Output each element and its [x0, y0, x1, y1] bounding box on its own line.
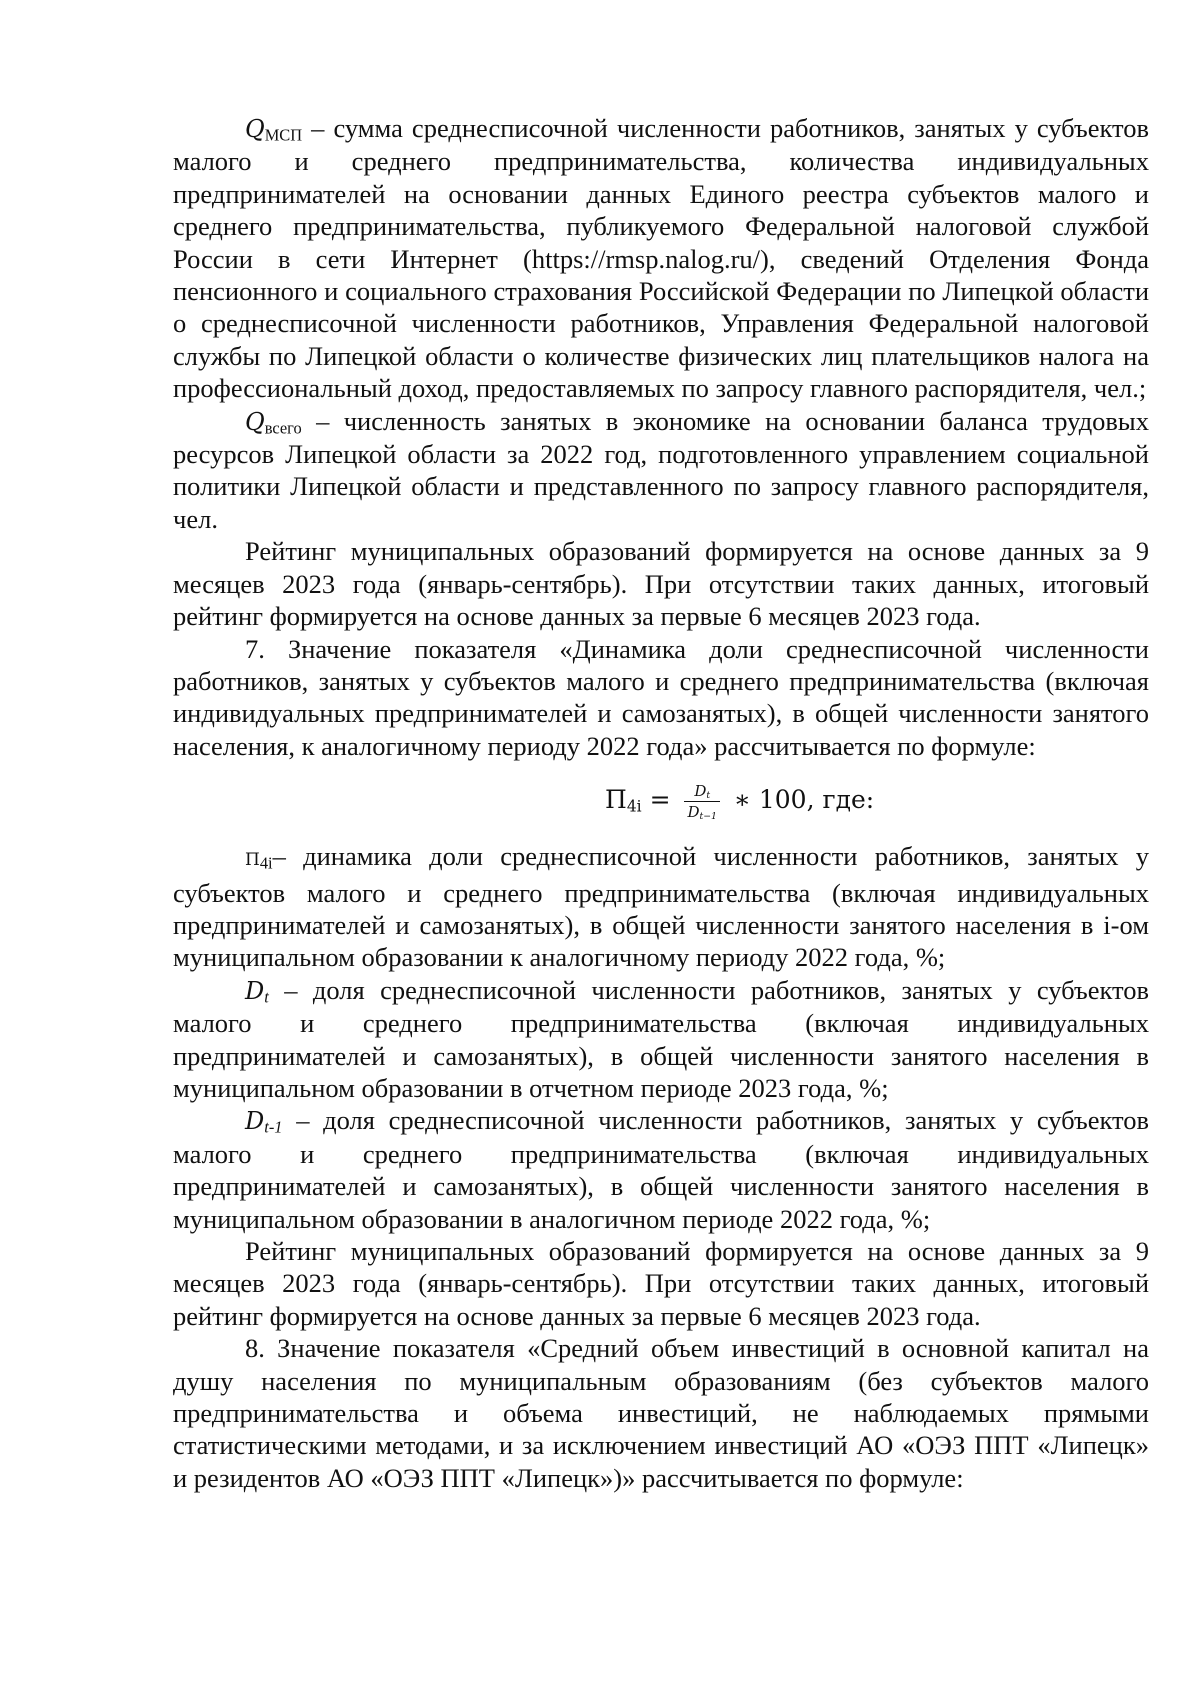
- symbol-d: D: [245, 1107, 265, 1136]
- indicator-8-description: 8. Значение показателя «Средний объем инвестиций в основной капитал на душу населения по муниципальным образованиям (без субъектов малого предпринимательства и объема инвестиций, не наблюдаемых прямыми статистическими методами, и за исключением инвестиций АО «ОЭЗ ППТ «Липецк» и резидентов АО «ОЭЗ ППТ «Липецк»)» рассчитывается по формуле:: [173, 1333, 1149, 1493]
- symbol-subscript: t-1: [264, 1117, 283, 1137]
- indicator-7-description: 7. Значение показателя «Динамика доли среднесписочной численности работников, занятых у субъектов малого и среднего предпринимательства (включая индивидуальных предпринимателей и самозанятых), в общей численности занятого населения, к аналогичному периоду 2022 года» рассчитывается по формуле:: [173, 633, 1149, 761]
- symbol-subscript: 4i: [259, 853, 273, 873]
- symbol-subscript: t: [264, 987, 269, 1007]
- formula-equals: =: [641, 785, 679, 815]
- formula-fraction: [684, 781, 719, 822]
- formula-lhs: П: [605, 785, 627, 815]
- definition-dt: [173, 974, 1149, 1105]
- symbol-q: Q: [245, 115, 265, 143]
- rating-note-2: Рейтинг муниципальных образований формируется на основе данных за 9 месяцев 2023 года (январь-сентябрь). При отсутствии таких данных, итоговый рейтинг формируется на основе данных за первые 6 месяцев 2023 года.: [173, 1236, 1149, 1331]
- definition-text: – сумма среднесписочной численности работников, занятых у субъектов малого и среднего предпринимательства, количества индивидуальных предпринимателей на основании данных Единого реестра субъектов малого и среднего предпринимательства, публикуемого Федеральной налоговой службой России в сети Интернет (https://rmsp.nalog.ru/), сведений Отделения Фонда пенсионного и социального страхования Российской Федерации по Липецкой области о среднесписочной численности работников, Управления Федеральной налоговой службы по Липецкой области о количестве физических лиц плательщиков налога на профессиональный доход, предоставляемых по запросу главного распорядителя, чел.;: [173, 113, 1149, 404]
- definition-text: – доля среднесписочной численности работников, занятых у субъектов малого и среднего предпринимательства (включая индивидуальных предпринимателей и самозанятых), в общей численности занятого населения в муниципальном образовании в аналогичном периоде 2022 года, %;: [173, 1105, 1149, 1234]
- symbol-q: Q: [245, 407, 265, 436]
- formula-lhs-subscript: 4i: [626, 797, 642, 816]
- symbol-subscript: МСП: [264, 125, 303, 145]
- symbol-d: D: [245, 976, 265, 1005]
- symbol-p: П: [245, 850, 260, 871]
- definition-text: – доля среднесписочной численности работников, занятых у субъектов малого и среднего предпринимательства (включая индивидуальных предпринимателей и самозанятых), в общей численности занятого населения в муниципальном образовании в отчетном периоде 2023 года, %;: [173, 974, 1149, 1103]
- definition-p4i: [173, 840, 1149, 974]
- definition-text: – численность занятых в экономике на основании баланса трудовых ресурсов Липецкой области за 2022 год, подготовленного управлением социальной политики Липецкой области и представленного по запросу главного распорядителя, чел.: [173, 405, 1149, 534]
- definition-q-total: [173, 405, 1149, 536]
- fraction-numerator: $D_t$: [684, 781, 719, 802]
- fraction-denominator: $D_{t-1}$: [687, 803, 717, 823]
- symbol-subscript: всего: [264, 418, 302, 438]
- definition-dt-1: [173, 1104, 1149, 1235]
- formula-rest: ∗ 100, где:: [725, 785, 875, 815]
- document-body: [173, 112, 1149, 1494]
- rating-note-1: Рейтинг муниципальных образований формируется на основе данных за 9 месяцев 2023 года (январь-сентябрь). При отсутствии таких данных, итоговый рейтинг формируется на основе данных за первые 6 месяцев 2023 года.: [173, 536, 1149, 632]
- definition-q-msp: [173, 112, 1149, 405]
- definition-text: – динамика доли среднесписочной численности работников, занятых у субъектов малого и среднего предпринимательства (включая индивидуальных предпринимателей и самозанятых), в общей численности занятого населения в i-ом муниципальном образовании к аналогичному периоду 2022 года, %;: [173, 841, 1149, 973]
- formula-p4i: [173, 770, 1149, 830]
